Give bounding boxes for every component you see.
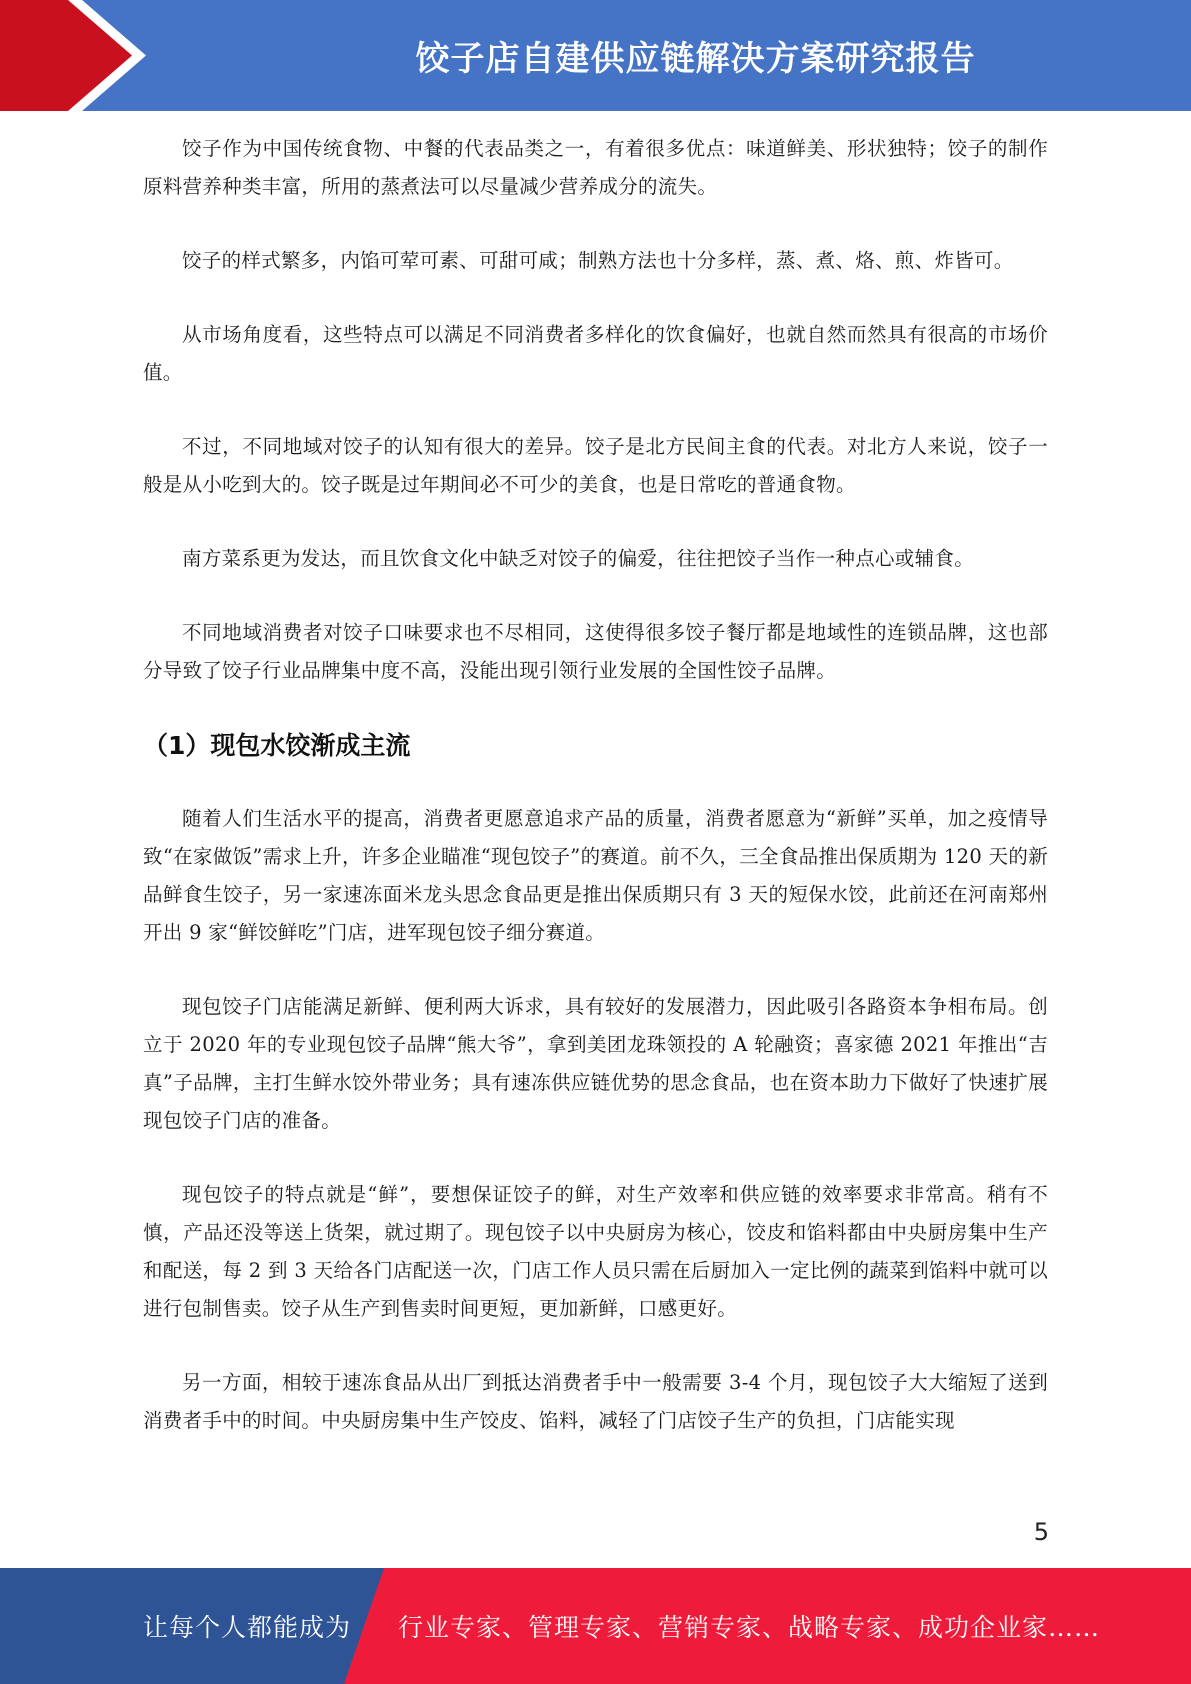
paragraph: 随着人们生活水平的提高，消费者更愿意追求产品的质量，消费者愿意为“新鲜”买单，加之疫情导致“在家做饭”需求上升，许多企业瞄准“现包饺子”的赛道。前不久，三全食品推出保质期为 120 天的新品鲜食生饺子，另一家速冻面米龙头思念食品更是推出保质期只有 3 天的短保水饺，此前还在河南郑州开出 9 家“鲜饺鲜吃”门店，进军现包饺子细分赛道。 bbox=[143, 807, 1048, 944]
paragraph: 现包饺子门店能满足新鲜、便利两大诉求，具有较好的发展潜力，因此吸引各路资本争相布局。创立于 2020 年的专业现包饺子品牌“熊大爷”，拿到美团龙珠领投的 A 轮融资；喜家德 2021 年推出“吉真”子品牌，主打生鲜水饺外带业务；具有速冻供应链优势的思念食品，也在资本助力下做好了快速扩展现包饺子门店的准备。 bbox=[143, 995, 1048, 1132]
paragraph: 饺子作为中国传统食物、中餐的代表品类之一，有着很多优点：味道鲜美、形状独特；饺子的制作原料营养种类丰富，所用的蒸煮法可以尽量减少营养成分的流失。 bbox=[143, 137, 1048, 198]
paragraph: 从市场角度看，这些特点可以满足不同消费者多样化的饮食偏好，也就自然而然具有很高的市场价值。 bbox=[143, 323, 1048, 384]
header-arrow-decoration bbox=[0, 0, 160, 111]
document-body bbox=[143, 130, 1048, 1476]
paragraph: 现包饺子的特点就是“鲜”，要想保证饺子的鲜，对生产效率和供应链的效率要求非常高。稍有不慎，产品还没等送上货架，就过期了。现包饺子以中央厨房为核心，饺皮和馅料都由中央厨房集中生产和配送，每 2 到 3 天给各门店配送一次，门店工作人员只需在后厨加入一定比例的蔬菜到馅料中就可以进行包制售卖。饺子从生产到售卖时间更短，更加新鲜，口感更好。 bbox=[143, 1183, 1048, 1320]
arrow-red-fill bbox=[0, 0, 132, 111]
footer-slogan-right: 行业专家、管理专家、营销专家、战略专家、成功企业家…… bbox=[398, 1613, 1101, 1642]
section-heading: （1）现包水饺渐成主流 bbox=[143, 731, 411, 760]
paragraph: 不过，不同地域对饺子的认知有很大的差异。饺子是北方民间主食的代表。对北方人来说，饺子一般是从小吃到大的。饺子既是过年期间必不可少的美食，也是日常吃的普通食物。 bbox=[143, 435, 1048, 496]
footer-slogan-left: 让每个人都能成为 bbox=[143, 1613, 352, 1642]
page-header bbox=[0, 0, 1191, 111]
paragraph: 南方菜系更为发达，而且饮食文化中缺乏对饺子的偏爱，往往把饺子当作一种点心或辅食。 bbox=[182, 547, 975, 570]
report-title: 饺子店自建供应链解决方案研究报告 bbox=[415, 39, 976, 79]
page-footer bbox=[0, 1568, 1191, 1684]
paragraph: 另一方面，相较于速冻食品从出厂到抵达消费者手中一般需要 3-4 个月，现包饺子大大缩短了送到消费者手中的时间。中央厨房集中生产饺皮、馅料，减轻了门店饺子生产的负担，门店能实现 bbox=[143, 1371, 1048, 1432]
paragraph: 不同地域消费者对饺子口味要求也不尽相同，这使得很多饺子餐厅都是地域性的连锁品牌，这也部分导致了饺子行业品牌集中度不高，没能出现引领行业发展的全国性饺子品牌。 bbox=[143, 621, 1048, 682]
page-number: 5 bbox=[1033, 1518, 1049, 1546]
paragraph: 饺子的样式繁多，内馅可荤可素、可甜可咸；制熟方法也十分多样，蒸、煮、烙、煎、炸皆可。 bbox=[182, 249, 1014, 272]
